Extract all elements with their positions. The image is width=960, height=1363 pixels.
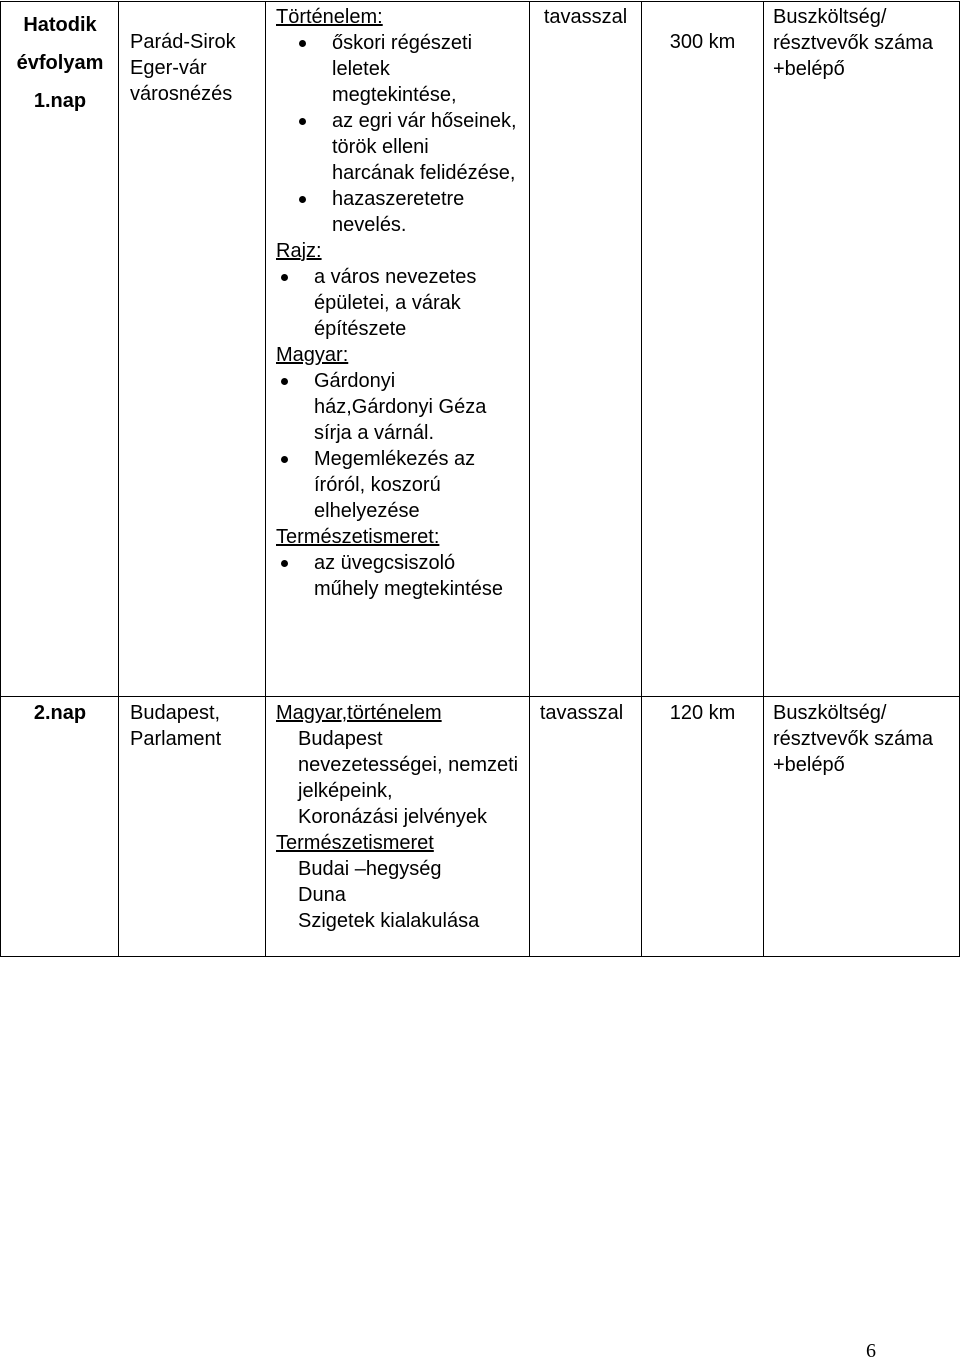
distance-value: 120 km	[669, 702, 736, 724]
column-divider	[265, 1, 266, 957]
subject-heading: Természetismeret:	[276, 526, 440, 548]
destination-cell	[130, 29, 262, 107]
day-label: 2.nap	[33, 702, 87, 724]
column-divider	[641, 1, 642, 957]
subject-items	[332, 30, 526, 238]
cost-line: Buszköltség/	[773, 6, 887, 28]
bullet-icon	[281, 560, 288, 567]
subject-heading: Rajz:	[276, 240, 322, 262]
subject-heading: Történelem:	[276, 6, 383, 28]
cost-line: +belépő	[773, 754, 845, 776]
subject-line: Budapest	[298, 728, 383, 750]
day-cell	[8, 700, 112, 726]
table-row-divider	[0, 696, 960, 697]
bullet-icon	[299, 118, 306, 125]
list-item: Megemlékezés az íróról, koszorú elhelyezése	[314, 446, 526, 524]
list-item: Gárdonyi ház,Gárdonyi Géza sírja a várnál.	[314, 368, 526, 446]
distance-value: 300 km	[669, 31, 736, 53]
season-value: tavasszal	[543, 6, 628, 28]
cost-cell	[773, 4, 957, 82]
column-divider	[529, 1, 530, 957]
column-divider	[763, 1, 764, 957]
destination-line: városnézés	[130, 83, 233, 105]
grade-line: Hatodik	[23, 14, 97, 36]
destination-cell	[130, 700, 262, 752]
subjects-cell	[276, 700, 526, 934]
page-number: 6	[866, 1340, 876, 1362]
cost-line: Buszköltség/	[773, 702, 887, 724]
subject-heading: Magyar:	[276, 344, 349, 366]
destination-line: Parád-Sirok	[130, 31, 236, 53]
season-cell	[530, 700, 633, 726]
destination-line: Parlament	[130, 728, 222, 750]
table-left-border	[0, 1, 1, 957]
table-top-border	[0, 1, 960, 2]
grade-line: 1.nap	[33, 90, 87, 112]
bullet-icon	[281, 378, 288, 385]
subject-items	[314, 264, 526, 342]
table-bottom-border	[0, 956, 960, 957]
cost-line: résztvevők száma	[773, 32, 934, 54]
season-value: tavasszal	[539, 702, 624, 724]
subject-items	[314, 368, 526, 524]
subject-heading: Természetismeret	[276, 832, 434, 854]
destination-line: Budapest,	[130, 702, 221, 724]
cost-cell	[773, 700, 957, 778]
list-item: hazaszeretetre nevelés.	[332, 186, 526, 238]
bullet-icon	[281, 274, 288, 281]
list-item: az üvegcsiszoló műhely megtekintése	[314, 550, 526, 602]
subject-heading: Magyar,történelem	[276, 702, 442, 724]
destination-line: Eger-vár	[130, 57, 207, 79]
bullet-icon	[299, 196, 306, 203]
column-divider	[118, 1, 119, 957]
season-cell	[530, 4, 641, 30]
cost-line: +belépő	[773, 58, 845, 80]
list-item: a város nevezetes épületei, a várak építészete	[314, 264, 526, 342]
subjects-cell	[276, 4, 526, 602]
list-item: őskori régészeti leletek megtekintése,	[332, 30, 526, 108]
list-item: az egri vár hőseinek, török elleni harcának felidézése,	[332, 108, 526, 186]
distance-cell	[642, 29, 763, 55]
cost-line: résztvevők száma	[773, 728, 934, 750]
distance-cell	[642, 700, 763, 726]
subject-items	[314, 550, 526, 602]
subject-line: Szigetek kialakulása	[298, 910, 480, 932]
subject-line: Duna	[298, 884, 346, 906]
subject-line: nevezetességei, nemzeti	[298, 754, 519, 776]
grade-cell	[8, 6, 112, 120]
bullet-icon	[299, 40, 306, 47]
bullet-icon	[281, 456, 288, 463]
subject-line: Koronázási jelvények	[298, 806, 487, 828]
grade-line: évfolyam	[16, 52, 104, 74]
subject-line: jelképeink,	[298, 780, 393, 802]
subject-line: Budai –hegység	[298, 858, 442, 880]
